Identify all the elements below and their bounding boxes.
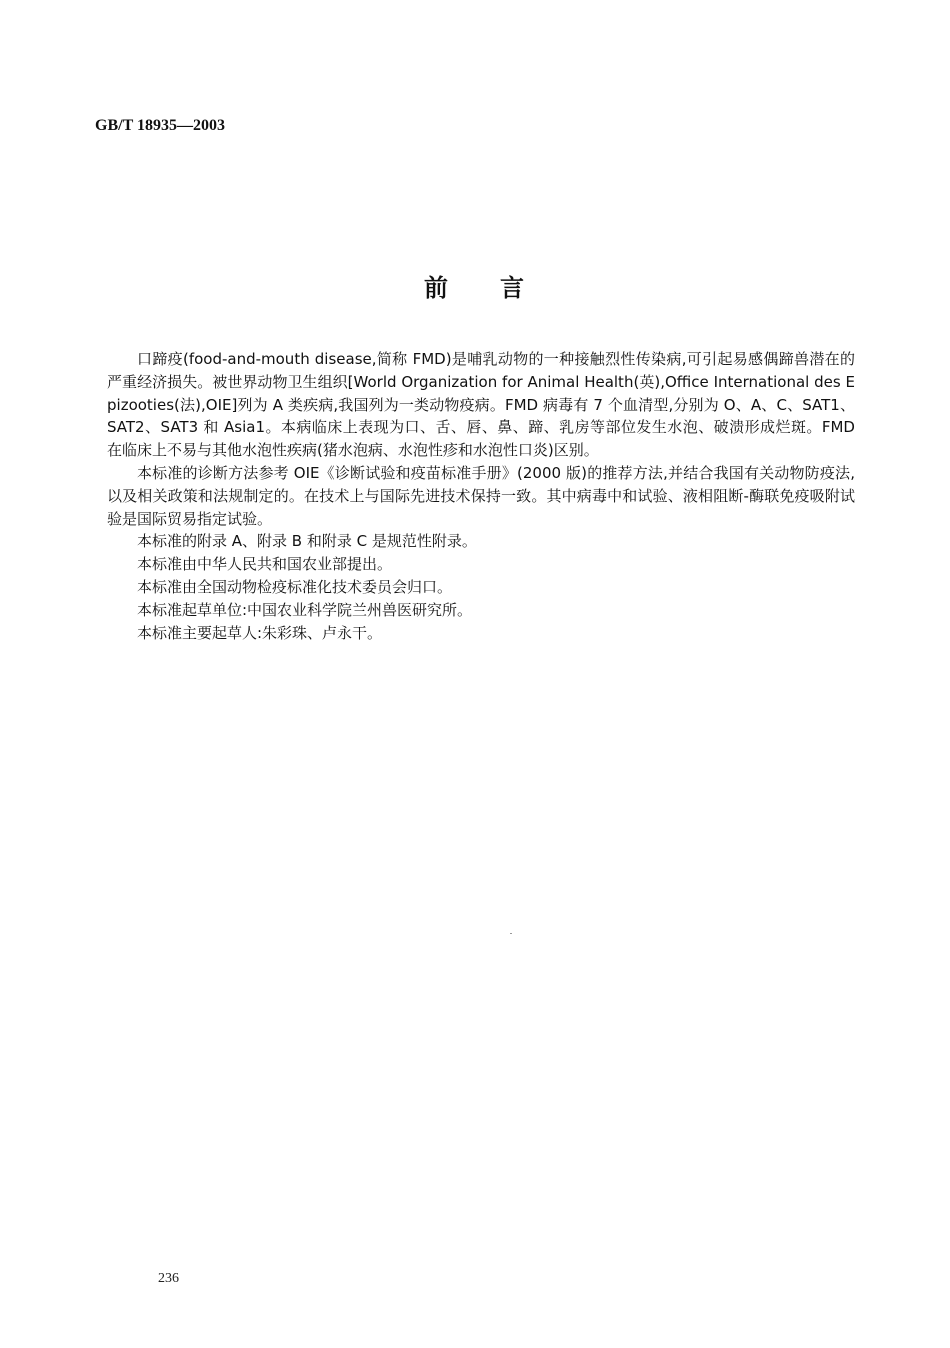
scan-dot <box>510 933 512 934</box>
standard-code: GB/T 18935—2003 <box>95 117 225 134</box>
paragraph-committee: 本标准由全国动物检疫标准化技术委员会归口。 <box>137 577 453 596</box>
page-number: 236 <box>158 1271 179 1286</box>
page-title <box>0 268 950 303</box>
paragraph-drafters: 本标准主要起草人:朱彩珠、卢永干。 <box>137 623 383 642</box>
paragraph-method: 本标准的诊断方法参考 OIE《诊断试验和疫苗标准手册》(2000 版)的推荐方法,并结合我国有关动物防疫法,以及相关政策和法规制定的。在技术上与国际先进技术保持一致。其中病毒中和试验、液相阻断-酶联免疫吸附试验是国际贸易指定试验。 <box>107 463 855 528</box>
paragraph-drafting-unit: 本标准起草单位:中国农业科学院兰州兽医研究所。 <box>137 600 473 619</box>
paragraph-intro: 口蹄疫(food-and-mouth disease,简称 FMD)是哺乳动物的一种接触烈性传染病,可引起易感偶蹄兽潜在的严重经济损失。被世界动物卫生组织[World Organization for Animal Health(英),Office International des Epizooties(法),OIE]列为 A 类疾病,我国列为一类动物疫病。FMD 病毒有 7 个血清型,分别为 O、A、C、SAT1、SAT2、SAT3 和 Asia1。本病临床上表现为口、舌、唇、鼻、蹄、乳房等部位发生水泡、破溃形成烂斑。FMD 在临床上不易与其他水泡性疾病(猪水泡病、水泡性疹和水泡性口炎)区别。 <box>107 350 855 460</box>
paragraph-proposer: 本标准由中华人民共和国农业部提出。 <box>137 555 393 574</box>
foreword-body <box>107 348 855 644</box>
title-char-2: 言 <box>500 274 526 302</box>
title-char-1: 前 <box>424 274 450 302</box>
paragraph-appendix: 本标准的附录 A、附录 B 和附录 C 是规范性附录。 <box>137 532 477 551</box>
